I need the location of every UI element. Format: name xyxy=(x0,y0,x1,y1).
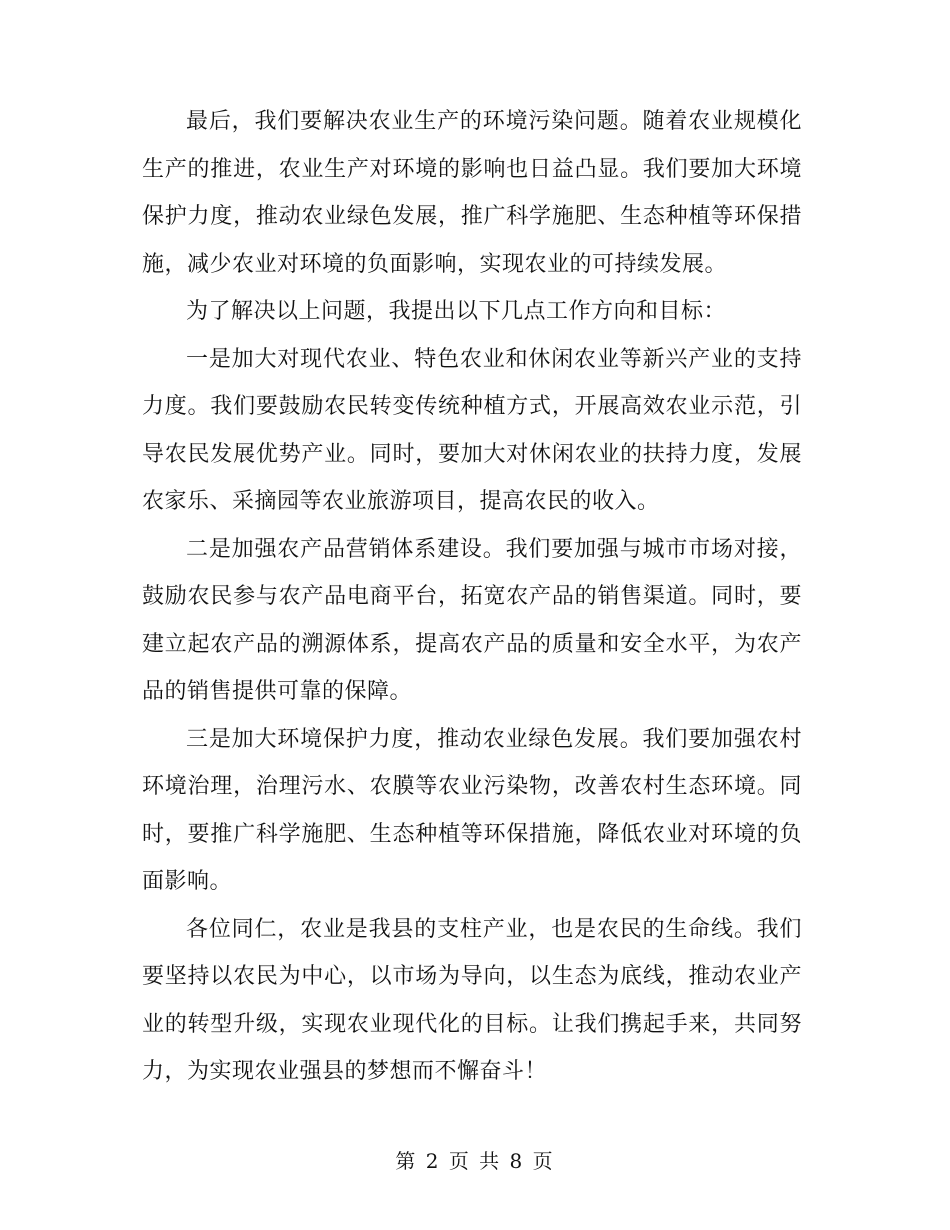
paragraph-goal-one: 一是加大对现代农业、特色农业和休闲农业等新兴产业的支持力度。我们要鼓励农民转变传统种植方式，开展高效农业示范，引导农民发展优势产业。同时，要加大对休闲农业的扶持力度，发展农家乐、采摘园等农业旅游项目，提高农民的收入。 xyxy=(142,346,802,514)
document-body xyxy=(142,98,802,1096)
paragraph-goals-intro: 为了解决以上问题，我提出以下几点工作方向和目标： xyxy=(186,299,727,324)
paragraph-goal-three: 三是加大环境保护力度，推动农业绿色发展。我们要加强农村环境治理，治理污水、农膜等农业污染物，改善农村生态环境。同时，要推广科学施肥、生态种植等环保措施，降低农业对环境的负面影响。 xyxy=(142,726,802,894)
paragraph-goal-two: 二是加强农产品营销体系建设。我们要加强与城市市场对接，鼓励农民参与农产品电商平台，拓宽农产品的销售渠道。同时，要建立起农产品的溯源体系，提高农产品的质量和安全水平，为农产品的销售提供可靠的保障。 xyxy=(142,536,802,704)
paragraph-closing: 各位同仁，农业是我县的支柱产业，也是农民的生命线。我们要坚持以农民为中心，以市场为导向，以生态为底线，推动农业产业的转型升级，实现农业现代化的目标。让我们携起手来，共同努力，为实现农业强县的梦想而不懈奋斗！ xyxy=(142,916,802,1084)
page-number-footer: 第 2 页 共 8 页 xyxy=(395,1149,555,1173)
paragraph-environment: 最后，我们要解决农业生产的环境污染问题。随着农业规模化生产的推进，农业生产对环境的影响也日益凸显。我们要加大环境保护力度，推动农业绿色发展，推广科学施肥、生态种植等环保措施，减少农业对环境的负面影响，实现农业的可持续发展。 xyxy=(142,109,802,277)
